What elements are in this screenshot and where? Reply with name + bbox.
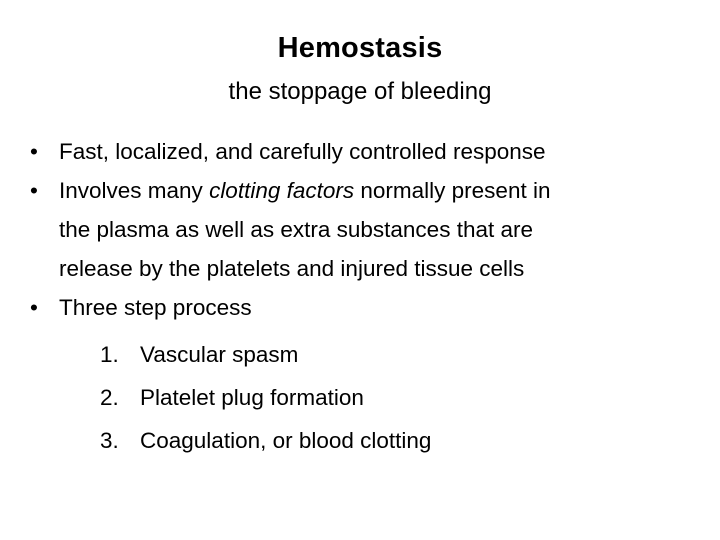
step-text: Vascular spasm [140,342,299,367]
bullet-text: Three step process [59,295,252,320]
step-text: Platelet plug formation [140,385,364,410]
step-number: 1. [100,342,119,367]
bullet-text-part: the plasma as well as extra substances that are [59,217,533,242]
step-item [100,419,700,462]
bullet-text-part: release by the platelets and injured tissue cells [59,256,525,281]
slide-title: Hemostasis [277,32,443,64]
bullet-item [30,171,710,288]
bullet-text-part: normally present in [354,178,551,203]
step-item [100,376,700,419]
bullet-emphasis: clotting factors [209,178,355,203]
bullet-text-part: Involves many [59,178,210,203]
step-item [100,333,700,376]
bullet-text [59,178,550,281]
bullet-dot: • [30,139,38,164]
bullet-dot: • [30,295,38,320]
step-text: Coagulation, or blood clotting [140,428,432,453]
bullet-text: Fast, localized, and carefully controlled response [59,139,546,164]
numbered-step-list [100,333,700,462]
bullet-list [30,132,710,327]
step-number: 3. [100,428,119,453]
slide-subtitle: the stoppage of bleeding [228,78,492,105]
step-number: 2. [100,385,119,410]
bullet-item [30,288,710,327]
bullet-item [30,132,710,171]
bullet-dot: • [30,178,38,203]
